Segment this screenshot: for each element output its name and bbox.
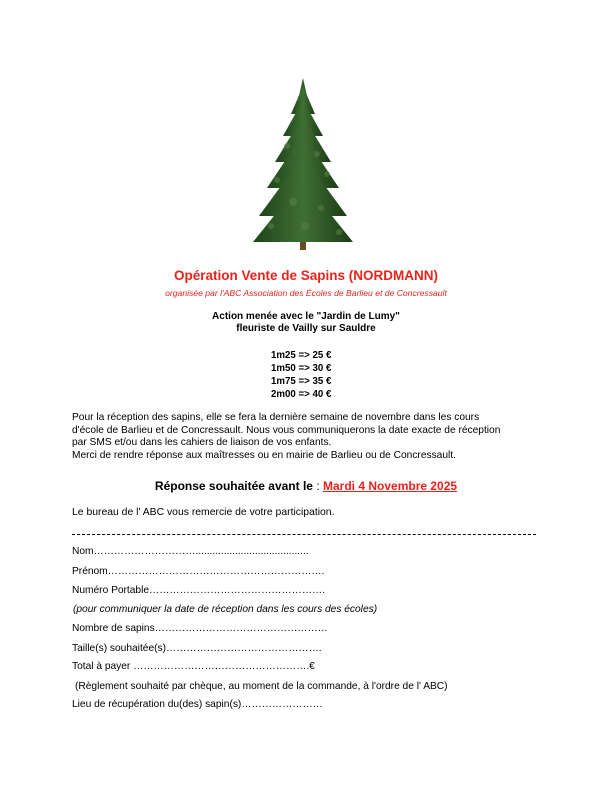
price-item: 1m25 => 25 €	[271, 350, 332, 361]
form-portable-note: (pour communiquer la date de réception dans les cours des écoles)	[73, 604, 378, 615]
paragraph-line-3: par SMS et/ou dans les cahiers de liaison de vos enfants.	[72, 437, 332, 449]
paragraph-line-2: d'école de Barlieu et de Concressault. Nous vous communiquerons la date exacte de réception	[72, 424, 501, 436]
action-line-2: fleuriste de Vailly sur Sauldre	[236, 323, 376, 334]
form-field-nombre: Nombre de sapins……………………………………………	[72, 623, 328, 634]
response-deadline	[0, 479, 612, 493]
paragraph-line-1: Pour la réception des sapins, elle se fera la dernière semaine de novembre dans les cours	[72, 412, 480, 423]
deadline-colon: :	[312, 479, 323, 493]
price-item: 1m75 => 35 €	[271, 376, 332, 387]
form-reglement-note: (Règlement souhaité par chèque, au moment de la commande, à l'ordre de l' ABC)	[75, 681, 448, 692]
form-field-nom: Nom…………………………........................................	[72, 546, 309, 557]
cut-line-divider	[72, 534, 536, 535]
page-subtitle: organisée par l'ABC Association des Écoles de Barlieu et de Concressault	[165, 288, 447, 298]
form-field-prenom: Prénom……………………………………………………….	[72, 566, 325, 577]
price-item: 1m50 => 30 €	[271, 363, 332, 374]
deadline-label: Réponse souhaitée avant le	[154, 479, 313, 493]
deadline-date: Mardi 4 Novembre 2025	[323, 479, 458, 493]
paragraph-line-4: Merci de rendre réponse aux maîtresses ou en mairie de Barlieu ou de Concressault.	[72, 449, 456, 461]
price-item: 2m00 => 40 €	[271, 389, 332, 400]
page-title: Opération Vente de Sapins (NORDMANN)	[173, 268, 439, 283]
thanks-text: Le bureau de l' ABC vous remercie de votre participation.	[72, 507, 335, 518]
form-field-lieu: Lieu de récupération du(des) sapin(s)……………………	[72, 699, 323, 710]
info-paragraph	[72, 412, 540, 462]
action-info	[0, 311, 612, 335]
christmas-tree-image	[247, 76, 359, 256]
form-field-taille: Taille(s) souhaitée(s)……………………………………….	[72, 643, 322, 654]
form-field-portable: Numéro Portable…………………………………………….	[72, 585, 326, 596]
price-list	[271, 349, 331, 401]
form-field-total: Total à payer …………………………………………….€	[72, 661, 315, 672]
action-line-1: Action menée avec le "Jardin de Lumy"	[212, 311, 400, 322]
